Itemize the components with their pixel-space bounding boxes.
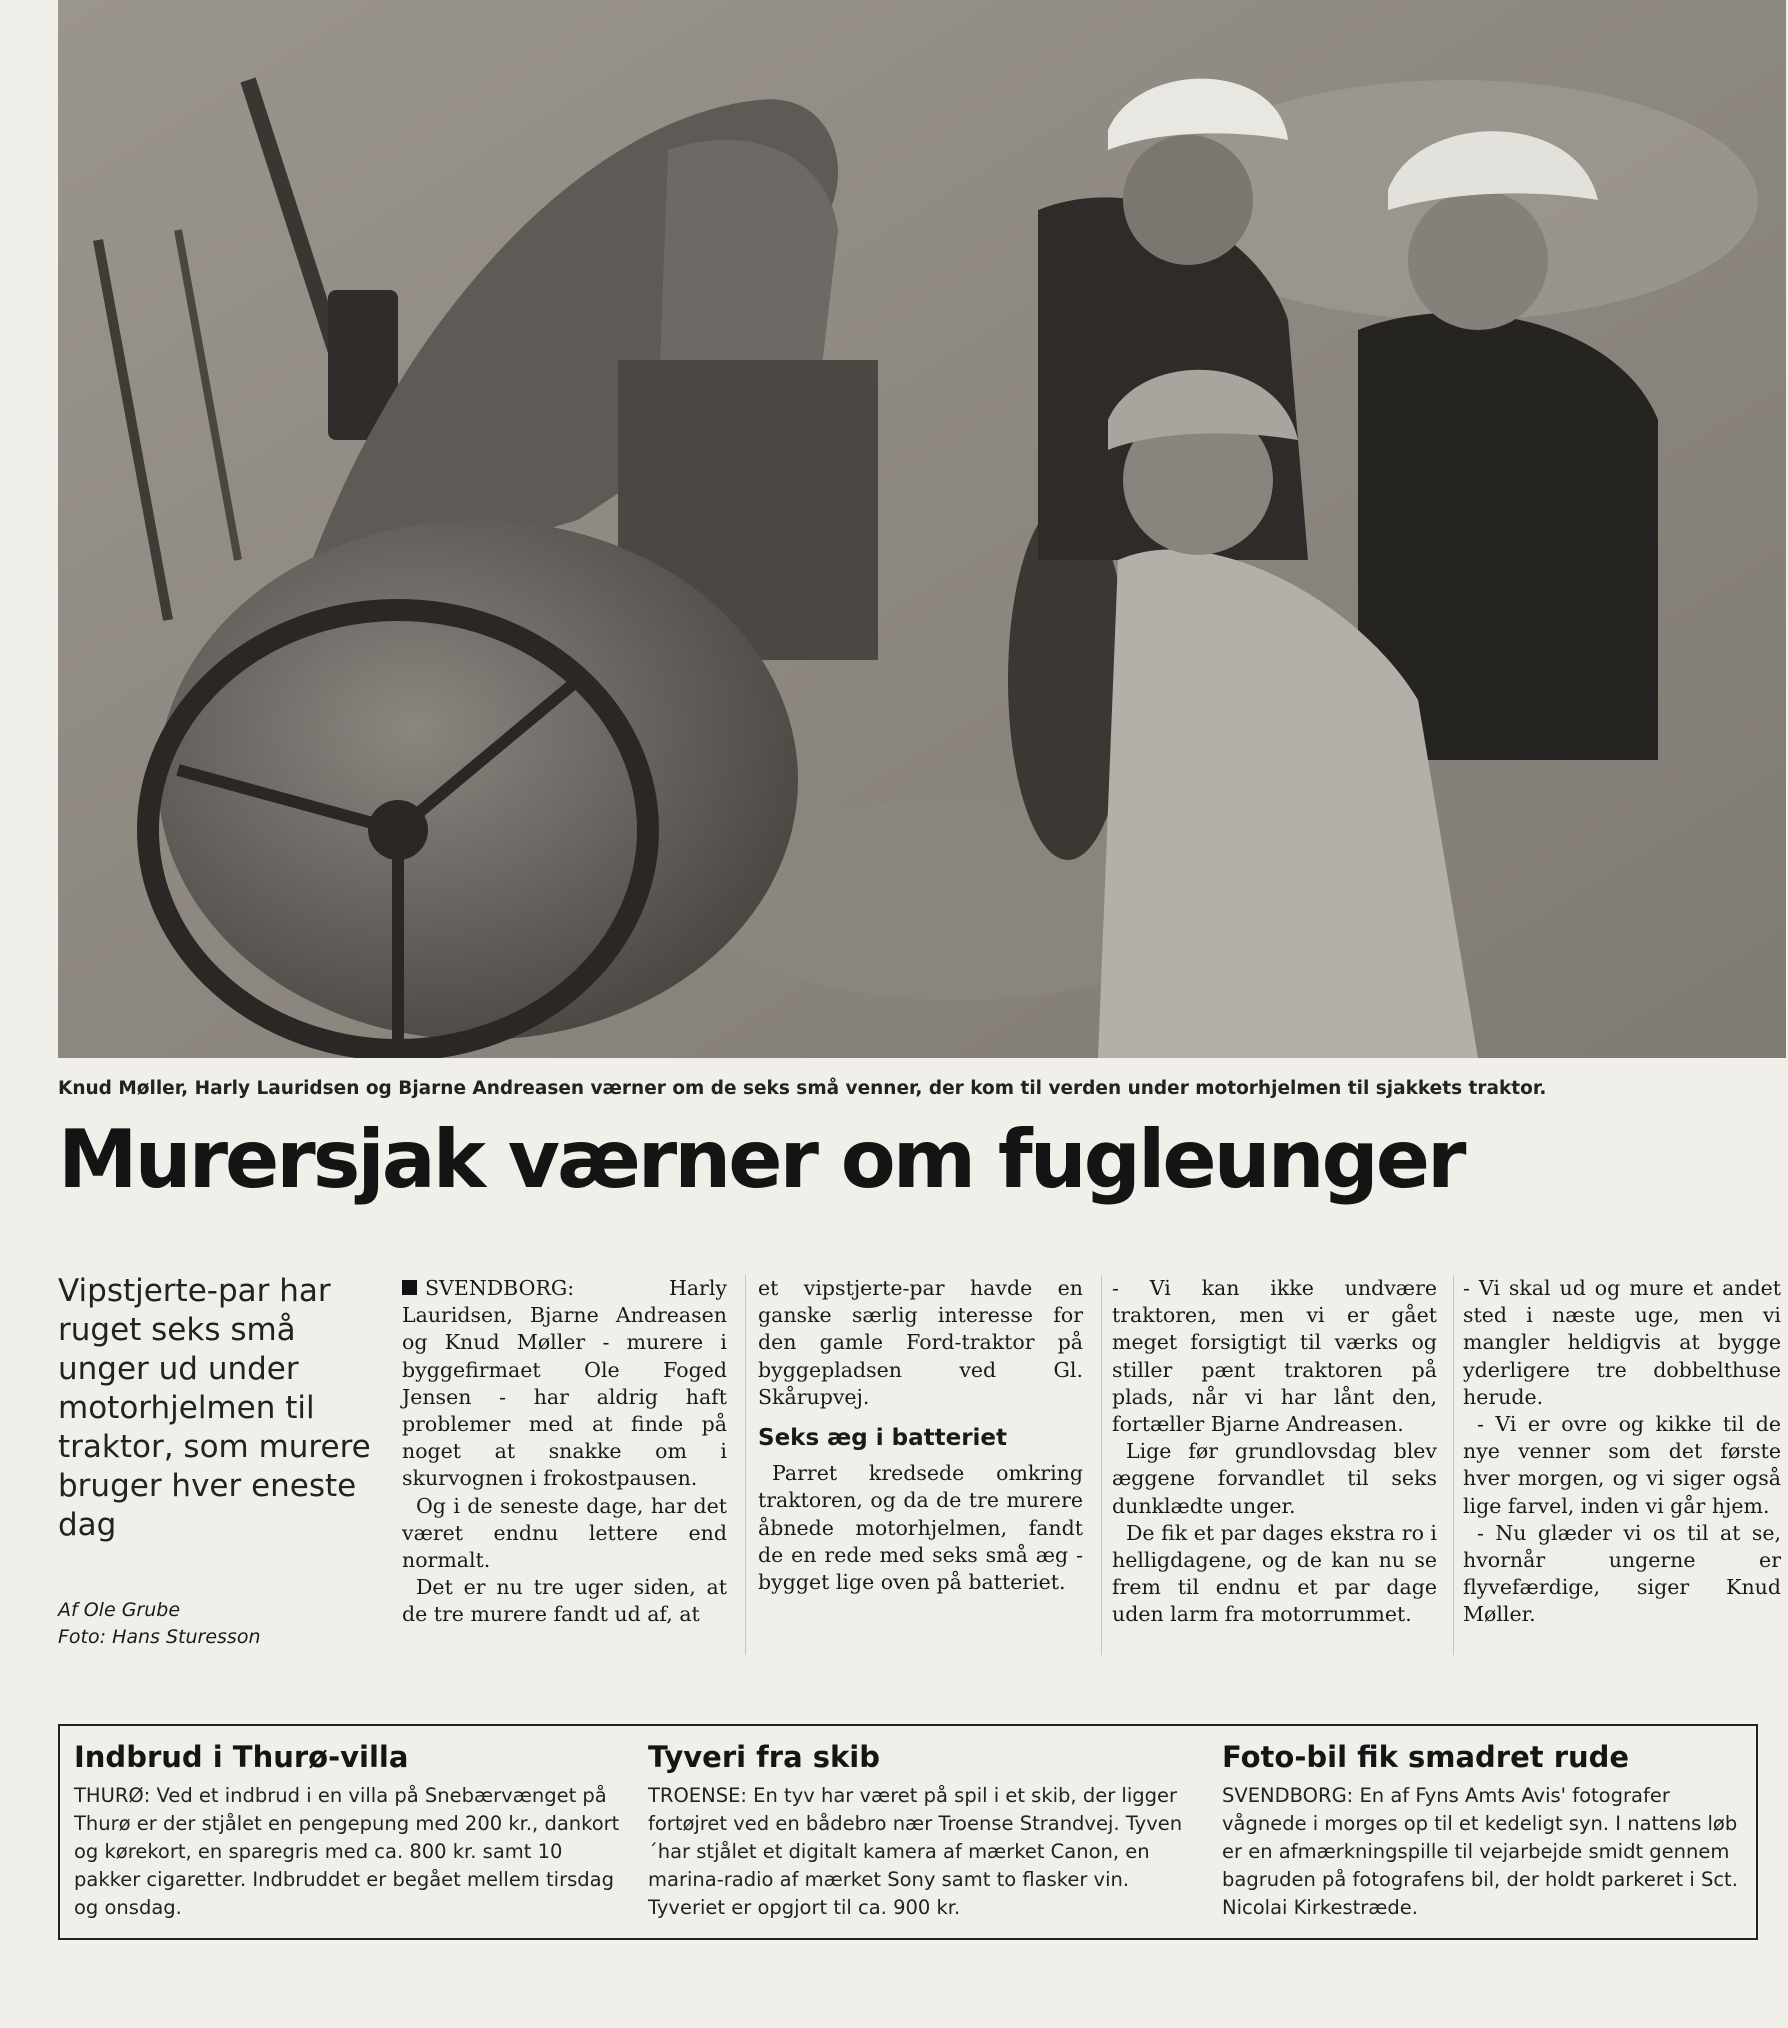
article-photo <box>58 0 1786 1058</box>
news-brief <box>74 1740 634 1922</box>
article-column-1 <box>402 1275 727 1629</box>
square-bullet-icon <box>402 1280 417 1295</box>
news-brief-text: SVENDBORG: En af Fyns Amts Avis' fotografer vågnede i morges op til et kedeligt syn. I nattens løb er en afmærkningspille til vejarbejde smidt gennem bagruden på fotografens bil, der holdt parkeret i Sct. Nicolai Kirkestræde. <box>1222 1784 1738 1919</box>
news-brief-text: THURØ: Ved et indbrud i en villa på Snebærvænget på Thurø er der stjålet en pengepung med 200 kr., dankort og kørekort, en sparegris med ca. 800 kr. samt 10 pakker cigaretter. Indbruddet er begået mellem tirsdag og onsdag. <box>74 1784 620 1919</box>
news-brief-title: Tyveri fra skib <box>648 1740 880 1774</box>
photo-caption: Knud Møller, Harly Lauridsen og Bjarne Andreasen værner om de seks små venner, der kom til verden under motorhjelmen til sjakkets traktor. <box>58 1078 1547 1099</box>
article-paragraph: - Vi er ovre og kikke til de nye venner som det første hver morgen, og vi siger også lige farvel, inden vi går hjem. <box>1463 1412 1781 1518</box>
column-divider <box>745 1275 746 1655</box>
article-paragraph: Lige før grundlovsdag blev æggene forvandlet til seks dunklædte unger. <box>1112 1439 1437 1518</box>
byline <box>58 1597 388 1651</box>
article-paragraph: SVENDBORG: Harly Lauridsen, Bjarne Andreasen og Knud Møller - murere i byggefirmaet Ole Foged Jensen - har aldrig haft problemer med at finde på noget at snakke om i skurvognen i frokostpausen. <box>402 1276 727 1491</box>
article-paragraph: Det er nu tre uger siden, at de tre murere fandt ud af, at <box>402 1575 727 1627</box>
article-paragraph: Og i de seneste dage, har det været endnu lettere end normalt. <box>402 1493 727 1573</box>
article-paragraph: - Nu glæder vi os til at se, hvornår ungerne er flyvefærdige, siger Knud Møller. <box>1463 1520 1781 1627</box>
byline-author: Af Ole Grube <box>58 1599 181 1621</box>
news-brief <box>1222 1740 1752 1922</box>
article-paragraph: De fik et par dages ekstra ro i helligdagene, og de kan nu se frem til endnu et par dage uden larm fra motorrummet. <box>1112 1520 1437 1627</box>
headline: Murersjak værner om fugleunger <box>58 1113 1464 1206</box>
article-paragraph: - Vi skal ud og mure et andet sted i næste uge, men vi mangler heldigvis at bygge yderligere tre dobbelthuse herude. <box>1463 1276 1781 1409</box>
article-paragraph: et vipstjerte-par havde en ganske særlig interesse for den gamle Ford-traktor på byggepladsen ved Gl. Skårupvej. <box>758 1276 1083 1409</box>
news-brief-title: Indbrud i Thurø-villa <box>74 1740 409 1774</box>
byline-photographer: Foto: Hans Sturesson <box>58 1626 261 1648</box>
column-divider <box>1101 1275 1102 1655</box>
news-brief-text: TROENSE: En tyv har været på spil i et skib, der ligger fortøjret ved en bådebro nær Troense Strandvej. Tyven ´har stjålet et digitalt kamera af mærket Canon, en marina-radio af mærket Sony samt to flasker vin. Tyveriet er opgjort til ca. 900 kr. <box>648 1784 1183 1919</box>
news-brief <box>648 1740 1208 1922</box>
article-paragraph: Parret kredsede omkring traktoren, og da de tre murere åbnede motorhjelmen, fandt de en rede med seks små æg - bygget lige oven på batteriet. <box>758 1461 1083 1595</box>
article-column-2 <box>758 1275 1083 1596</box>
news-brief-title: Foto-bil fik smadret rude <box>1222 1740 1630 1774</box>
article-column-4 <box>1463 1275 1781 1629</box>
article-paragraph: - Vi kan ikke undvære traktoren, men vi er gået meget forsigtigt til værks og stiller pænt traktoren på plads, når vi har lånt den, fortæller Bjarne Andreasen. <box>1112 1276 1437 1437</box>
subheading: Seks æg i batteriet <box>758 1425 1008 1452</box>
tractor-photo-icon <box>58 0 1786 1058</box>
lead-paragraph: Vipstjerte-par har ruget seks små unger ud under motorhjelmen til traktor, som murere bruger hver eneste dag <box>58 1273 371 1543</box>
article-column-3 <box>1112 1275 1437 1629</box>
column-divider <box>1453 1275 1454 1655</box>
